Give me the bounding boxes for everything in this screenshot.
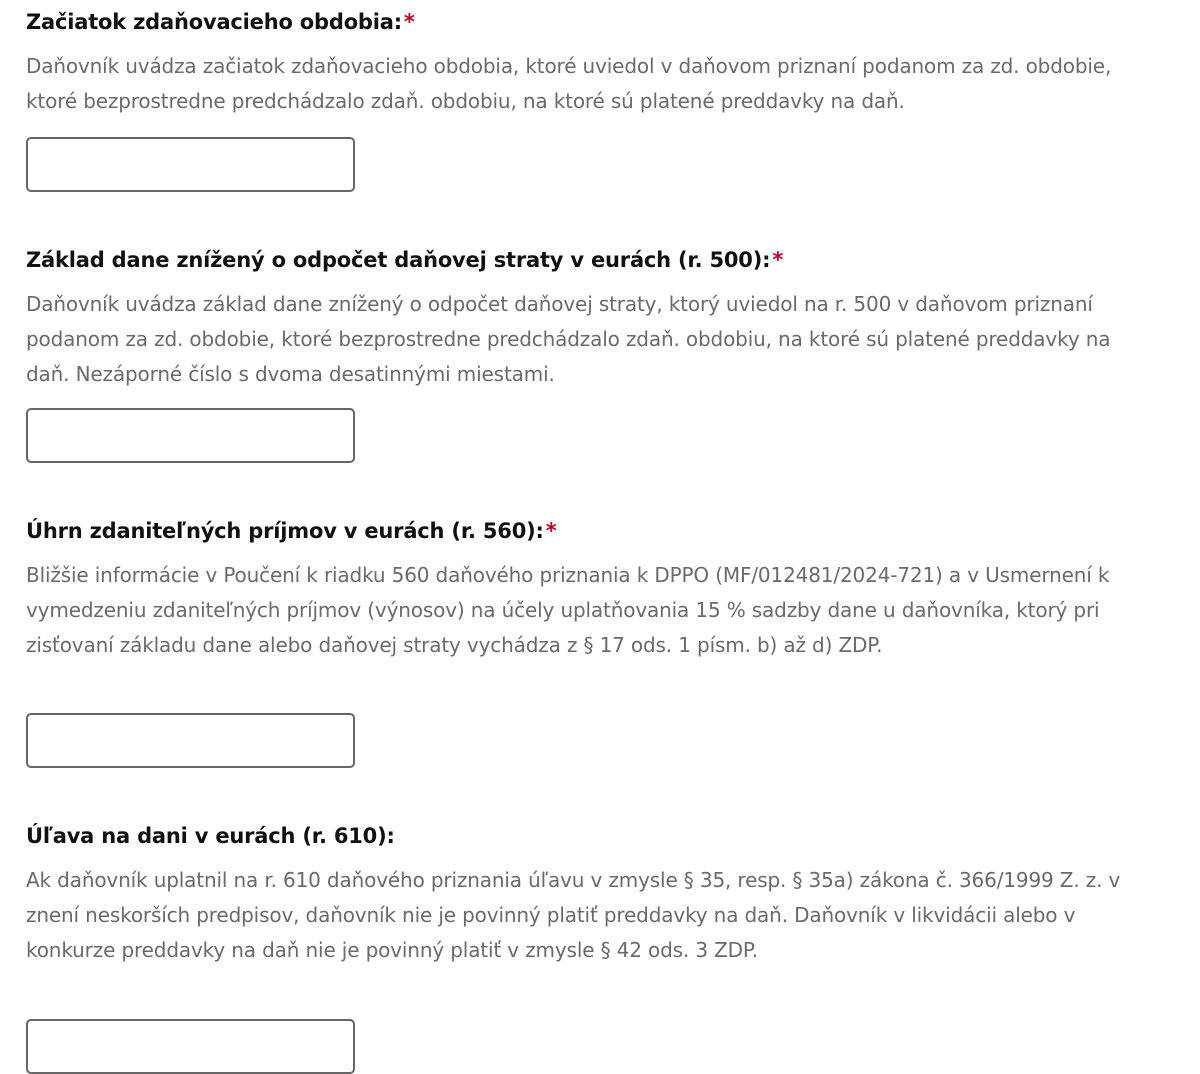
required-marker: * — [403, 10, 415, 34]
field-hint: Daňovník uvádza základ dane znížený o odpočet daňovej straty, ktorý uviedol na r. 500 v daňovom priznaní podanom za zd. obdobie, ktoré bezprostredne predchádzalo zdaň. obdobiu, na ktoré sú platené preddavky na daň. Nezáporné číslo s dvoma desatinnými miestami. — [26, 292, 1111, 386]
field-hint: Ak daňovník uplatnil na r. 610 daňového priznania úľavu v zmysle § 35, resp. § 35a) zákona č. 366/1999 Z. z. v znení neskorších predpisov, daňovník nie je povinný platiť preddavky na daň. Daňovník v likvidácii alebo v konkurze preddavky na daň nie je povinný platiť v zmysle § 42 ods. 3 ZDP. — [26, 868, 1121, 962]
field-hint: Daňovník uvádza začiatok zdaňovacieho obdobia, ktoré uviedol v daňovom priznaní podanom za zd. obdobie, ktoré bezprostredne predchádzalo zdaň. obdobiu, na ktoré sú platené preddavky na daň. — [26, 54, 1112, 113]
field-taxable-income-r560 — [26, 517, 1146, 663]
required-marker: * — [772, 248, 784, 272]
taxable-income-r560-input[interactable] — [26, 713, 355, 768]
field-label: Úhrn zdaniteľných príjmov v eurách (r. 560):* — [26, 519, 557, 543]
tax-period-start-input[interactable] — [26, 137, 355, 192]
field-tax-relief-r610 — [26, 822, 1146, 968]
required-marker: * — [545, 519, 557, 543]
tax-relief-r610-input[interactable] — [26, 1019, 355, 1074]
field-label: Úľava na dani v eurách (r. 610): — [26, 824, 395, 848]
field-tax-period-start — [26, 8, 1146, 119]
tax-base-r500-input[interactable] — [26, 408, 355, 463]
field-label: Začiatok zdaňovacieho obdobia:* — [26, 10, 415, 34]
field-hint: Bližšie informácie v Poučení k riadku 560 daňového priznania k DPPO (MF/012481/2024-721) a v Usmernení k vymedzeniu zdaniteľných príjmov (výnosov) na účely uplatňovania 15 % sadzby dane u daňovníka, ktorý pri zisťovaní základu dane alebo daňovej straty vychádza z § 17 ods. 1 písm. b) až d) ZDP. — [26, 563, 1110, 657]
field-tax-base-r500 — [26, 246, 1146, 392]
field-label: Základ dane znížený o odpočet daňovej straty v eurách (r. 500):* — [26, 248, 784, 272]
